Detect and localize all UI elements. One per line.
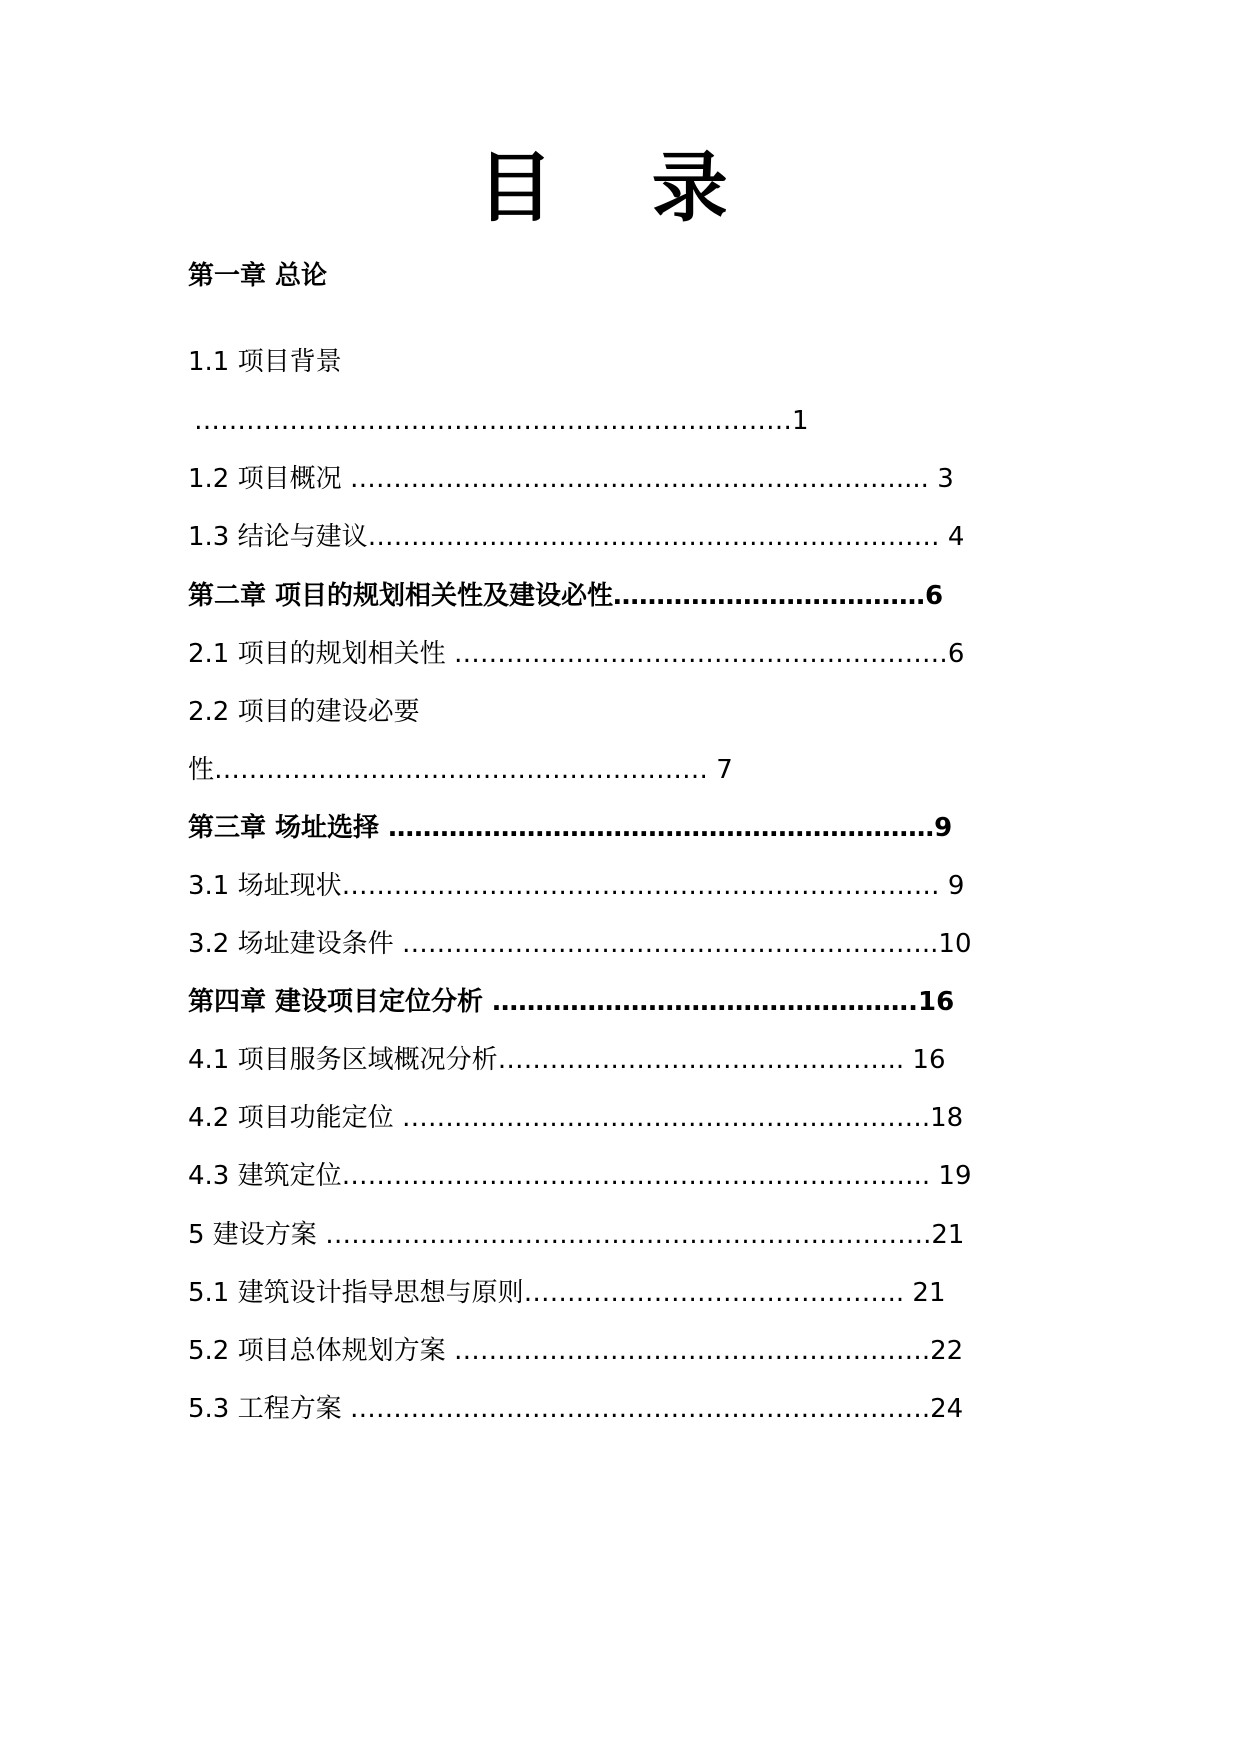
toc-section-entry: 2.2 项目的建设必要 [188, 697, 420, 727]
toc-section-entry: 4.3 建筑定位………………………………………………………….. 19 [188, 1161, 972, 1191]
toc-section-entry: 4.2 项目功能定位 …………………………………………………….18 [188, 1103, 964, 1133]
toc-section-entry: 5 建设方案 …………………………………………………………….21 [188, 1220, 965, 1250]
toc-section-entry: 1.3 结论与建议………………………………………………………… 4 [188, 522, 965, 552]
page-title: 目 录 [477, 143, 764, 232]
toc-chapter-entry: 第四章 建设项目定位分析 ………………………………………….16 [188, 987, 955, 1017]
toc-chapter-entry: 第一章 总论 [188, 261, 328, 291]
toc-section-entry: 5.3 工程方案 ………………………………………………………….24 [188, 1394, 964, 1424]
toc-section-entry: 1.1 项目背景 [188, 347, 342, 377]
toc-section-entry: 5.1 建筑设计指导思想与原则…………………………………….. 21 [188, 1278, 946, 1308]
toc-section-entry: 4.1 项目服务区域概况分析……………………………………….. 16 [188, 1045, 946, 1075]
toc-section-entry: 性………………………………………………… 7 [188, 755, 733, 785]
toc-section-entry: 2.1 项目的规划相关性 …………………………………………………6 [188, 639, 965, 669]
toc-chapter-entry: 第三章 场址选择 ………………………………………………………9 [188, 813, 953, 843]
toc-section-entry: 5.2 项目总体规划方案 ……………………………………………….22 [188, 1336, 964, 1366]
toc-section-entry: 3.1 场址现状…………………………………………………………… 9 [188, 871, 965, 901]
toc-section-entry: ……………………………………………………………1 [194, 406, 809, 436]
toc-section-entry: 1.2 项目概况 ……………………………………………………….... 3 [188, 464, 954, 494]
toc-section-entry: 3.2 场址建设条件 ……………………………………………………..10 [188, 929, 972, 959]
toc-chapter-entry: 第二章 项目的规划相关性及建设必性………………………………6 [188, 581, 944, 611]
